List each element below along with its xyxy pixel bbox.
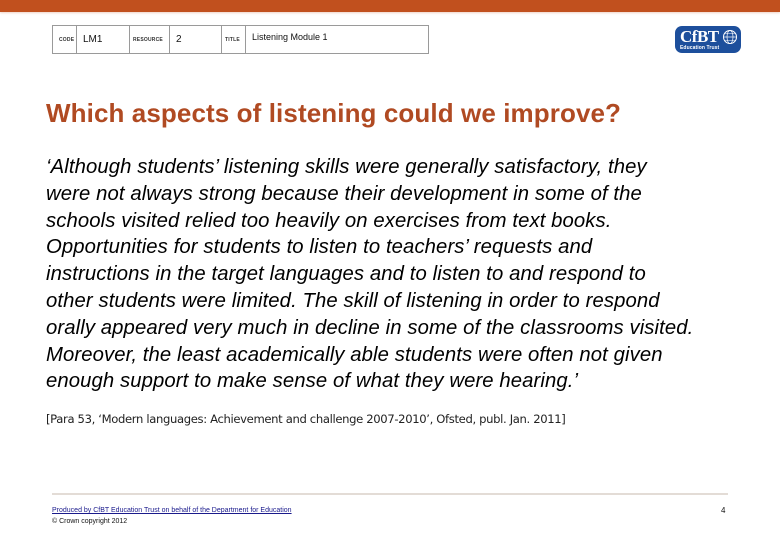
ofsted-quote — [46, 154, 776, 395]
resource-label: RESOURCE — [133, 36, 163, 43]
resource-value-cell — [170, 26, 222, 53]
copyright-notice: © Crown copyright 2012 — [52, 518, 128, 525]
code-value: LM1 — [83, 34, 103, 45]
title-label: TITLE — [225, 36, 240, 43]
resource-label-cell — [130, 26, 170, 53]
quote-line: orally appeared very much in decline in some of the classrooms visited. — [46, 316, 694, 339]
quote-line: instructions in the target languages and to listen to and respond to — [46, 263, 646, 286]
cfbt-logo — [675, 26, 741, 53]
footer-divider — [52, 493, 728, 495]
quote-line: Opportunities for students to listen to teachers’ requests and — [46, 236, 593, 259]
logo-wordmark: CfBT — [680, 27, 719, 46]
citation: [Para 53, ‘Modern languages: Achievement and challenge 2007-2010’, Ofsted, publ. Jan. 2011] — [46, 412, 566, 426]
quote-line: ‘Although students’ listening skills were generally satisfactory, they — [46, 156, 647, 178]
code-label: CODE — [59, 36, 75, 43]
logo-subtitle: Education Trust — [680, 45, 720, 51]
code-label-cell — [53, 26, 77, 53]
title-value-cell — [246, 26, 428, 53]
resource-value: 2 — [176, 34, 182, 45]
top-accent-band — [0, 0, 780, 12]
code-value-cell — [77, 26, 130, 53]
quote-line: schools visited relied too heavily on exercises from text books. — [46, 209, 612, 232]
globe-hand-icon — [722, 29, 738, 45]
produced-by-link[interactable]: Produced by CfBT Education Trust on behalf of the Department for Education — [52, 507, 292, 514]
quote-line: enough support to make sense of what they were hearing.’ — [46, 370, 579, 393]
title-value: Listening Module 1 — [252, 32, 328, 42]
page-number: 4 — [721, 506, 726, 515]
quote-line: other students were limited. The skill of listening in order to respond — [46, 289, 660, 312]
title-label-cell — [222, 26, 246, 53]
resource-meta-table — [52, 25, 429, 54]
quote-line: Moreover, the least academically able students were often not given — [46, 343, 663, 366]
slide-title: Which aspects of listening could we improve? — [46, 98, 622, 128]
quote-line: were not always strong because their development in some of the — [46, 182, 642, 205]
